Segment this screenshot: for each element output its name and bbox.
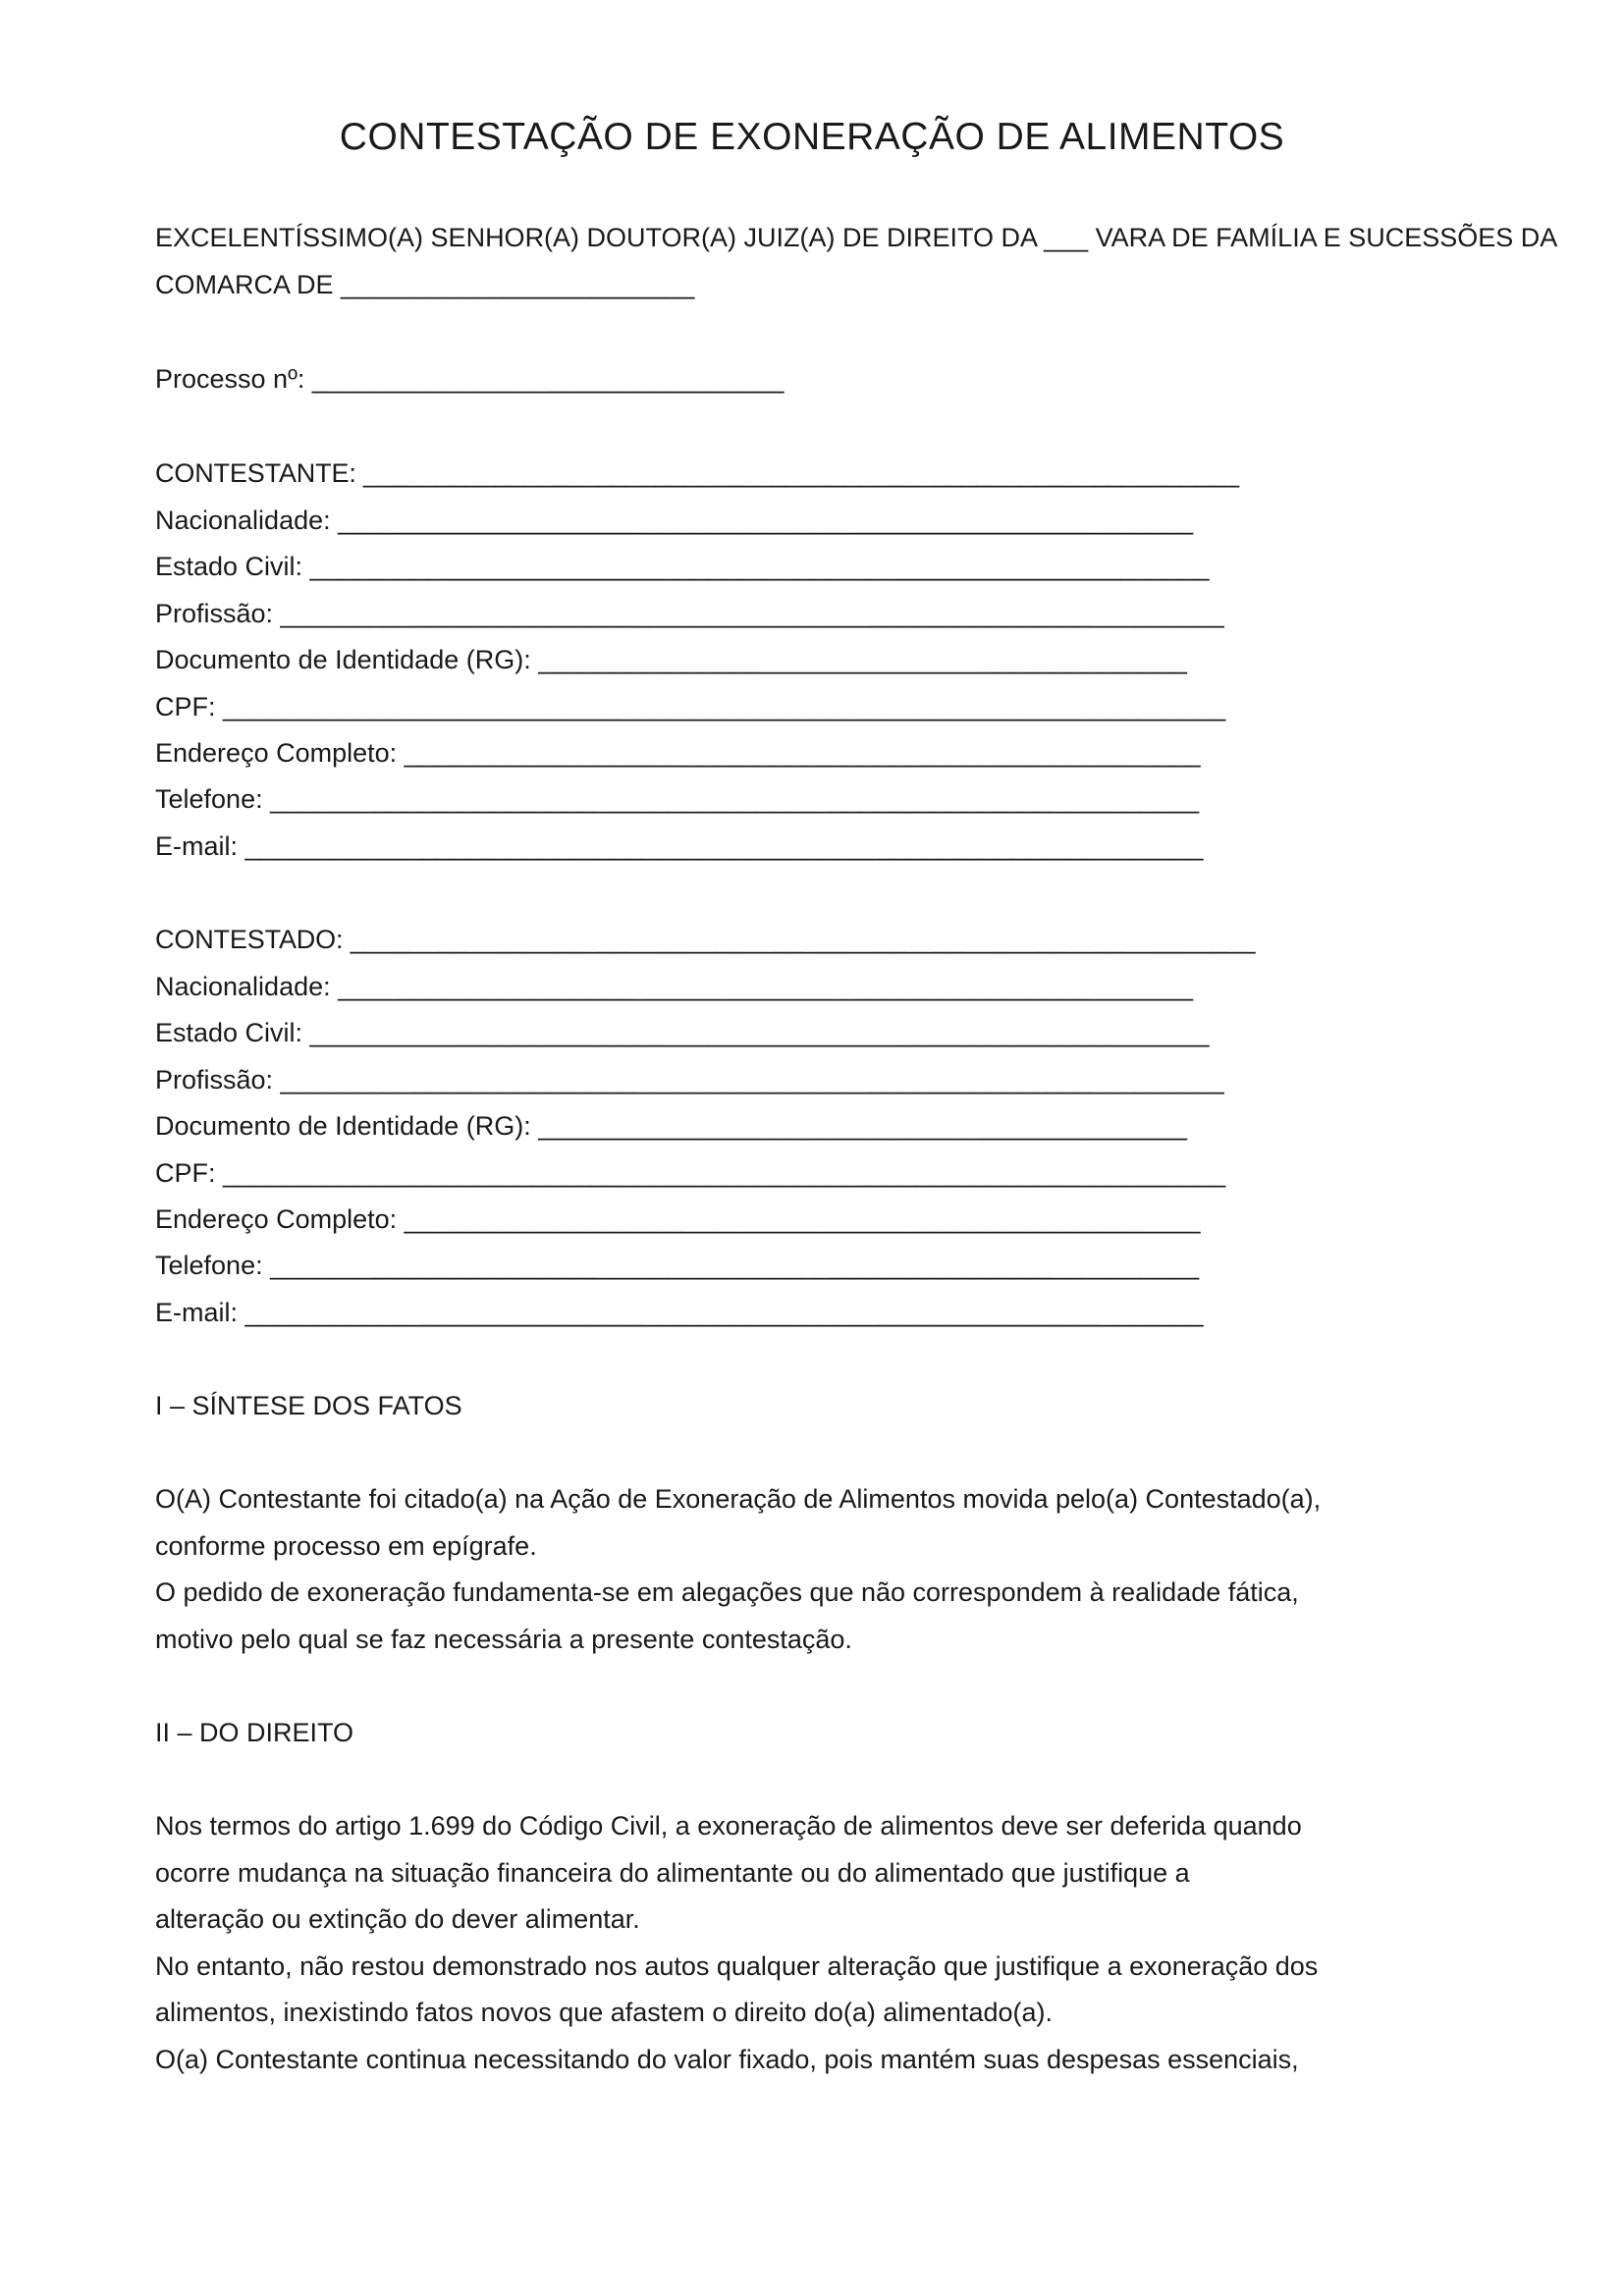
contestante-cpf: CPF: ____________________________________________________________________ (155, 692, 1226, 721)
section-1-line: O pedido de exoneração fundamenta-se em alegações que não correspondem à realidade fática, (155, 1577, 1299, 1607)
contestante-profissao: Profissão: ________________________________________________________________ (155, 599, 1224, 628)
section-1-line: conforme processo em epígrafe. (155, 1531, 537, 1561)
section-2-line: O(a) Contestante continua necessitando do valor fixado, pois mantém suas despesas essenciais, (155, 2045, 1299, 2074)
contestante-email: E-mail: _________________________________________________________________ (155, 831, 1204, 861)
contestante-estado-civil: Estado Civil: _____________________________________________________________ (155, 552, 1210, 581)
contestado-telefone: Telefone: _______________________________________________________________ (155, 1251, 1200, 1280)
contestante-endereco: Endereço Completo: ______________________________________________________ (155, 738, 1201, 768)
section-1-heading: I – SÍNTESE DOS FATOS (155, 1391, 462, 1420)
section-2-heading: II – DO DIREITO (155, 1718, 354, 1747)
process-number-field: Processo nº: ________________________________ (155, 364, 785, 394)
contestado-cpf: CPF: ____________________________________________________________________ (155, 1158, 1226, 1188)
section-2-line: alteração ou extinção do dever alimentar. (155, 1904, 640, 1934)
section-2-line: ocorre mudança na situação financeira do alimentante ou do alimentado que justifique a (155, 1858, 1190, 1888)
addressee-line-1: EXCELENTÍSSIMO(A) SENHOR(A) DOUTOR(A) JUIZ(A) DE DIREITO DA ___ VARA DE FAMÍLIA E SUCESSÕES DA (155, 223, 1558, 252)
contestado-rg: Documento de Identidade (RG): ____________________________________________ (155, 1111, 1187, 1141)
section-1-line: O(A) Contestante foi citado(a) na Ação de Exoneração de Alimentos movida pelo(a) Contestado(a), (155, 1484, 1322, 1514)
contestado-profissao: Profissão: ________________________________________________________________ (155, 1065, 1224, 1095)
section-2-line: No entanto, não restou demonstrado nos autos qualquer alteração que justifique a exoneração dos (155, 1951, 1319, 1981)
contestado-endereco: Endereço Completo: ______________________________________________________ (155, 1204, 1201, 1234)
contestado-estado-civil: Estado Civil: _____________________________________________________________ (155, 1018, 1210, 1047)
contestado-heading: CONTESTADO: ______________________________________________________________ (155, 925, 1256, 954)
section-1-line: motivo pelo qual se faz necessária a presente contestação. (155, 1625, 852, 1654)
addressee-line-2: COMARCA DE ________________________ (155, 270, 695, 299)
contestante-rg: Documento de Identidade (RG): ____________________________________________ (155, 645, 1187, 674)
contestado-email: E-mail: _________________________________________________________________ (155, 1298, 1204, 1327)
contestante-nacionalidade: Nacionalidade: __________________________________________________________ (155, 506, 1194, 535)
section-2-line: alimentos, inexistindo fatos novos que afastem o direito do(a) alimentado(a). (155, 1998, 1053, 2027)
section-2-line: Nos termos do artigo 1.699 do Código Civil, a exoneração de alimentos deve ser deferida quando (155, 1811, 1302, 1841)
contestado-nacionalidade: Nacionalidade: __________________________________________________________ (155, 972, 1194, 1001)
contestante-heading: CONTESTANTE: ____________________________________________________________ (155, 458, 1240, 488)
document-title: CONTESTAÇÃO DE EXONERAÇÃO DE ALIMENTOS (339, 116, 1285, 158)
contestante-telefone: Telefone: _______________________________________________________________ (155, 784, 1200, 814)
